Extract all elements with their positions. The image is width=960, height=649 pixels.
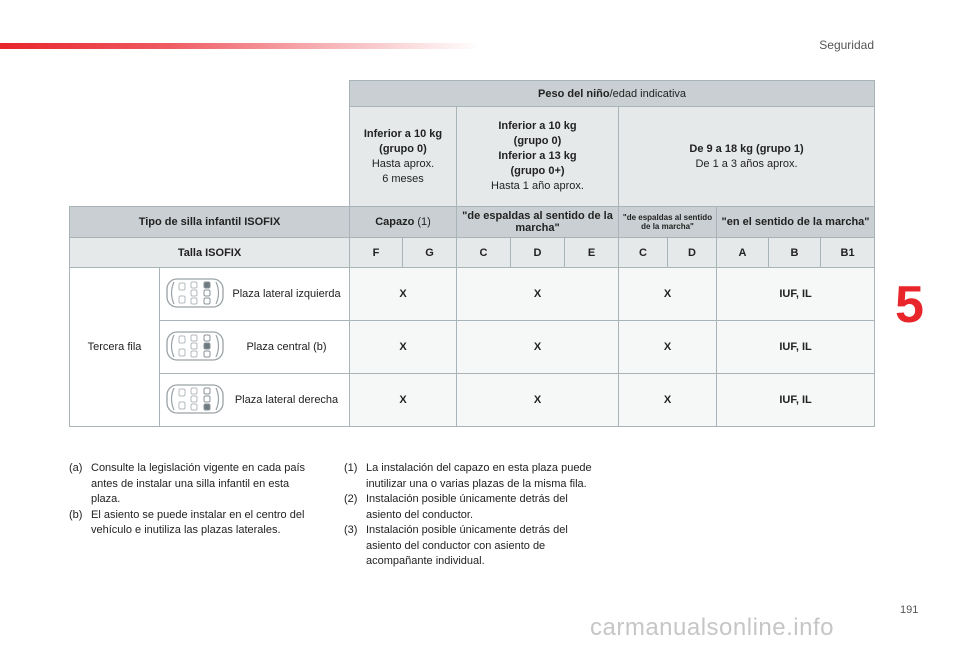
group-line: De 1 a 3 años aprox. (695, 157, 798, 170)
size-cell: G (403, 238, 457, 268)
seat-center-icon (166, 331, 224, 364)
group-0plus-header (457, 107, 619, 207)
seat-label: Plaza central (b) (246, 340, 327, 353)
note-item: (3) Instalación posible únicamente detrás del asiento del conductor con asiento de acompañante individual. (344, 524, 568, 567)
value-cell: X (457, 268, 619, 321)
rear-facing-header-small: "de espaldas al sentido de la marcha" (619, 207, 717, 238)
size-label: Talla ISOFIX (70, 238, 350, 268)
value-cell: IUF, IL (717, 374, 875, 427)
size-cell: E (565, 238, 619, 268)
rear-facing-header: "de espaldas al sentido de la marcha" (457, 207, 619, 238)
group-line: Inferior a 10 kg (363, 127, 443, 140)
group-line: Inferior a 10 kg (498, 120, 577, 132)
page-number: 191 (900, 604, 919, 616)
row-group-label: Tercera fila (70, 268, 160, 427)
section-title: Seguridad (819, 38, 874, 52)
size-cell: B (769, 238, 821, 268)
notes-left (69, 461, 317, 539)
note-item: (1) La instalación del capazo en esta plaza puede inutilizar una o varias plazas de la misma fila. (344, 462, 592, 490)
value-cell: X (619, 268, 717, 321)
group-line: (grupo 0) (379, 142, 427, 155)
value-cell: X (619, 321, 717, 374)
chapter-number: 5 (895, 276, 924, 334)
seat-cell (160, 268, 350, 321)
table-row (70, 374, 875, 427)
value-cell: IUF, IL (717, 268, 875, 321)
value-cell: X (350, 374, 457, 427)
value-cell: X (457, 374, 619, 427)
seat-right-icon (166, 384, 224, 417)
note-item: (b) El asiento se puede instalar en el centro del vehículo e inutiliza las plazas laterales. (69, 508, 305, 536)
size-cell: D (511, 238, 565, 268)
value-cell: X (350, 268, 457, 321)
seat-cell (160, 374, 350, 427)
size-cell: F (350, 238, 403, 268)
group-0-header (350, 107, 457, 207)
group-line: (grupo 0+) (510, 165, 565, 177)
size-cell: A (717, 238, 769, 268)
group-line: De 9 a 18 kg (grupo 1) (689, 142, 804, 155)
group-line: (grupo 0) (513, 135, 562, 147)
header-accent-bar (0, 43, 480, 49)
table-row (70, 268, 875, 321)
group-1-header (619, 107, 875, 207)
note-item: (a) Consulte la legislación vigente en cada país antes de instalar una silla infantil en esta plaza. (69, 462, 306, 505)
group-line: Hasta 1 año aprox. (491, 180, 584, 192)
size-cell: B1 (821, 238, 875, 268)
seat-cell (160, 321, 350, 374)
weight-header: Peso del niño/edad indicativa (350, 81, 875, 107)
group-line: 6 meses (382, 172, 424, 185)
notes-right (344, 461, 594, 570)
size-cell: D (668, 238, 717, 268)
forward-facing-header: "en el sentido de la marcha" (717, 207, 875, 238)
value-cell: X (350, 321, 457, 374)
size-cell: C (457, 238, 511, 268)
note-item: (2) Instalación posible únicamente detrás del asiento del conductor. (344, 493, 568, 521)
isofix-table (69, 80, 875, 427)
type-label: Tipo de silla infantil ISOFIX (70, 207, 350, 238)
value-cell: X (619, 374, 717, 427)
seat-left-icon (166, 278, 224, 311)
watermark: carmanualsonline.info (590, 614, 834, 641)
size-cell: C (619, 238, 668, 268)
value-cell: X (457, 321, 619, 374)
capazo-header: Capazo (1) (350, 207, 457, 238)
table-row (70, 321, 875, 374)
value-cell: IUF, IL (717, 321, 875, 374)
group-line: Hasta aprox. (371, 157, 435, 170)
seat-label: Plaza lateral derecha (234, 393, 339, 406)
seat-label: Plaza lateral izquierda (232, 287, 341, 300)
group-line: Inferior a 13 kg (498, 150, 577, 162)
